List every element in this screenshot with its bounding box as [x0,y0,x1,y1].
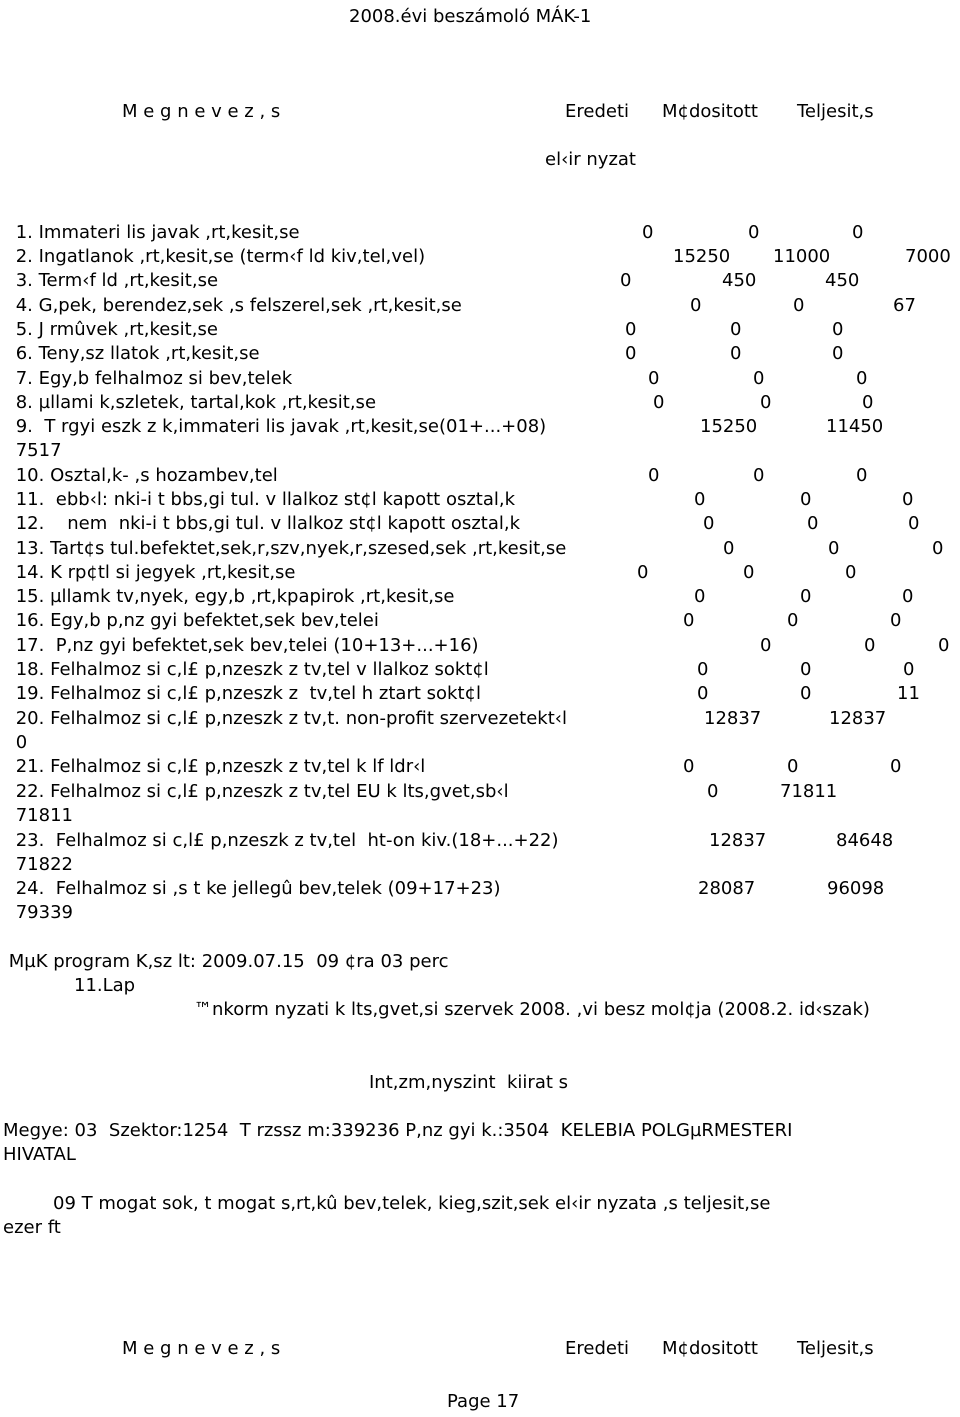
print-level: Int,zm,nyszint kiirat s [369,1072,569,1093]
table-cell-eredeti: 0 [697,659,709,680]
table-cell-eredeti: 0 [683,610,695,631]
unit-label: ezer ft [3,1217,61,1238]
page-header-title: 2008.évi beszámoló MÁK-1 [349,6,592,27]
table-row-label: 4. G,pek, berendez,sek ,s felszerel,sek ,rt,kesit,se [10,295,462,316]
table-cell-eredeti: 12837 [709,830,767,851]
col-header-modositott-bottom: M¢dositott [662,1338,758,1359]
table-cell-eredeti: 0 [620,270,632,291]
table-cell-eredeti: 0 [648,465,660,486]
table-cell-modositott: 11000 [773,246,831,267]
lap-number: 11.Lap [74,975,136,996]
table-cell-eredeti: 0 [625,319,637,340]
table-cell-eredeti: 0 [694,586,706,607]
col-header-eloiranyzat: el‹ir nyzat [545,149,636,170]
table-cell-eredeti: 0 [642,222,654,243]
table-row-label: 24. Felhalmoz si ,s t ke jellegû bev,telek (09+17+23) [10,878,501,899]
table-cell-teljesites: 67 [893,295,916,316]
col-header-eredeti-bottom: Eredeti [565,1338,630,1359]
county-line: Megye: 03 Szektor:1254 T rzssz m:339236 P,nz gyi k.:3504 KELEBIA POLGµRMESTERI [3,1120,793,1141]
table-row-label: 21. Felhalmoz si c,l£ p,nzeszk z tv,tel k lf ldr‹l [10,756,426,777]
table-cell-modositott: 71811 [780,781,838,802]
program-timestamp-line: MµK program K,sz lt: 2009.07.15 09 ¢ra 03 perc [3,951,449,972]
table-cell-eredeti: 0 [653,392,665,413]
table-cell-teljesites: 0 [852,222,864,243]
table-cell-modositott: 0 [800,586,812,607]
table-row-label: 10. Osztal,k- ,s hozambev,tel [10,465,278,486]
table-cell-modositott: 0 [828,538,840,559]
table-row-label: 16. Egy,b p,nz gyi befektet,sek bev,telei [10,610,379,631]
table-cell-modositott: 96098 [827,878,885,899]
table-row-wrap-value: 7517 [10,440,62,461]
table-cell-teljesites: 0 [845,562,857,583]
table-row-wrap-value: 79339 [10,902,73,923]
table-row-label: 12. nem nki-i t bbs,gi tul. v llalkoz st¢l kapott osztal,k [10,513,521,534]
table-cell-modositott: 0 [800,683,812,704]
table-cell-modositott: 0 [743,562,755,583]
table-cell-teljesites: 0 [932,538,944,559]
table-cell-teljesites: 7000 [905,246,951,267]
table-cell-eredeti: 0 [707,781,719,802]
table-cell-eredeti: 0 [690,295,702,316]
table-cell-modositott: 0 [787,610,799,631]
table-cell-modositott: 0 [787,756,799,777]
table-row-label: 3. Term‹f ld ,rt,kesit,se [10,270,219,291]
table-row-label: 9. T rgyi eszk z k,immateri lis javak ,rt,kesit,se(01+...+08) [10,416,547,437]
table-row-label: 13. Tart¢s tul.befektet,sek,r,szv,nyek,r,szesed,sek ,rt,kesit,se [10,538,567,559]
table-cell-modositott: 11450 [826,416,884,437]
table-cell-modositott: 450 [722,270,757,291]
table-cell-teljesites: 0 [832,319,844,340]
col-header-teljesites-bottom: Teljesit,s [797,1338,874,1359]
table-cell-modositott: 0 [748,222,760,243]
table-row-label: 5. J rmûvek ,rt,kesit,se [10,319,218,340]
table-cell-modositott: 0 [753,465,765,486]
table-cell-teljesites: 0 [862,392,874,413]
table-row-label: 17. P,nz gyi befektet,sek bev,telei (10+13+...+16) [10,635,479,656]
table-row-label: 2. Ingatlanok ,rt,kesit,se (term‹f ld kiv,tel,vel) [10,246,426,267]
table-row-label: 23. Felhalmoz si c,l£ p,nzeszk z tv,tel ht-on kiv.(18+...+22) [10,830,559,851]
table-cell-eredeti: 0 [723,538,735,559]
report-title: ™nkorm nyzati k lts,gvet,si szervek 2008. ,vi besz mol¢ja (2008.2. id‹szak) [194,999,870,1020]
section-title: 09 T mogat sok, t mogat s,rt,kû bev,telek, kieg,szit,sek el‹ir nyzata ,s teljesit,se [53,1193,771,1214]
page-number: Page 17 [447,1391,520,1412]
table-cell-modositott: 0 [807,513,819,534]
table-cell-eredeti: 0 [683,756,695,777]
col-header-megnevezes: M e g n e v e z , s [122,101,281,122]
table-cell-teljesites: 450 [825,270,860,291]
table-cell-modositott: 0 [730,343,742,364]
col-header-eredeti: Eredeti [565,101,630,122]
county-line-continued: HIVATAL [3,1144,76,1165]
table-cell-modositott: 0 [753,368,765,389]
table-cell-modositott: 0 [793,295,805,316]
table-row-wrap-value: 0 [10,732,28,753]
table-cell-modositott: 0 [760,392,772,413]
table-cell-eredeti: 15250 [700,416,758,437]
table-cell-teljesites: 0 [856,368,868,389]
table-cell-modositott: 0 [800,659,812,680]
table-cell-teljesites: 0 [832,343,844,364]
table-cell-eredeti: 0 [703,513,715,534]
table-cell-teljesites: 0 [856,465,868,486]
table-row-label: 22. Felhalmoz si c,l£ p,nzeszk z tv,tel EU k lts,gvet,sb‹l [10,781,509,802]
table-cell-teljesites: 0 [902,586,914,607]
table-cell-eredeti: 0 [648,368,660,389]
table-cell-modositott: 84648 [836,830,894,851]
table-cell-modositott: 0 [730,319,742,340]
table-row-label: 6. Teny,sz llatok ,rt,kesit,se [10,343,260,364]
table-row-label: 11. ebb‹l: nki-i t bbs,gi tul. v llalkoz st¢l kapott osztal,k [10,489,516,510]
table-cell-teljesites: 0 [890,756,902,777]
table-cell-modositott: 0 [864,635,876,656]
col-header-modositott: M¢dositott [662,101,758,122]
table-row-label: 14. K rp¢tl si jegyek ,rt,kesit,se [10,562,296,583]
col-header-teljesites: Teljesit,s [797,101,874,122]
table-row-label: 15. µllamk tv,nyek, egy,b ,rt,kpapirok ,rt,kesit,se [10,586,455,607]
table-cell-teljesites: 0 [902,489,914,510]
table-cell-eredeti: 0 [637,562,649,583]
table-cell-teljesites: 11 [897,683,920,704]
table-row-label: 20. Felhalmoz si c,l£ p,nzeszk z tv,t. non-profit szervezetekt‹l [10,708,567,729]
table-row-label: 19. Felhalmoz si c,l£ p,nzeszk z tv,tel h ztart sokt¢l [10,683,481,704]
table-cell-eredeti: 0 [760,635,772,656]
table-cell-modositott: 0 [800,489,812,510]
table-cell-eredeti: 0 [694,489,706,510]
table-cell-eredeti: 28087 [698,878,756,899]
table-row-label: 18. Felhalmoz si c,l£ p,nzeszk z tv,tel v llalkoz sokt¢l [10,659,489,680]
table-cell-teljesites: 0 [938,635,950,656]
table-row-wrap-value: 71811 [10,805,73,826]
col-header-megnevezes-bottom: M e g n e v e z , s [122,1338,281,1359]
table-row-wrap-value: 71822 [10,854,73,875]
table-cell-eredeti: 12837 [704,708,762,729]
table-row-label: 8. µllami k,szletek, tartal,kok ,rt,kesit,se [10,392,377,413]
table-cell-modositott: 12837 [829,708,887,729]
table-cell-teljesites: 0 [890,610,902,631]
table-cell-eredeti: 0 [625,343,637,364]
table-row-label: 7. Egy,b felhalmoz si bev,telek [10,368,293,389]
table-cell-eredeti: 0 [697,683,709,704]
table-cell-eredeti: 15250 [673,246,731,267]
table-cell-teljesites: 0 [903,659,915,680]
table-row-label: 1. Immateri lis javak ,rt,kesit,se [10,222,300,243]
table-cell-teljesites: 0 [908,513,920,534]
